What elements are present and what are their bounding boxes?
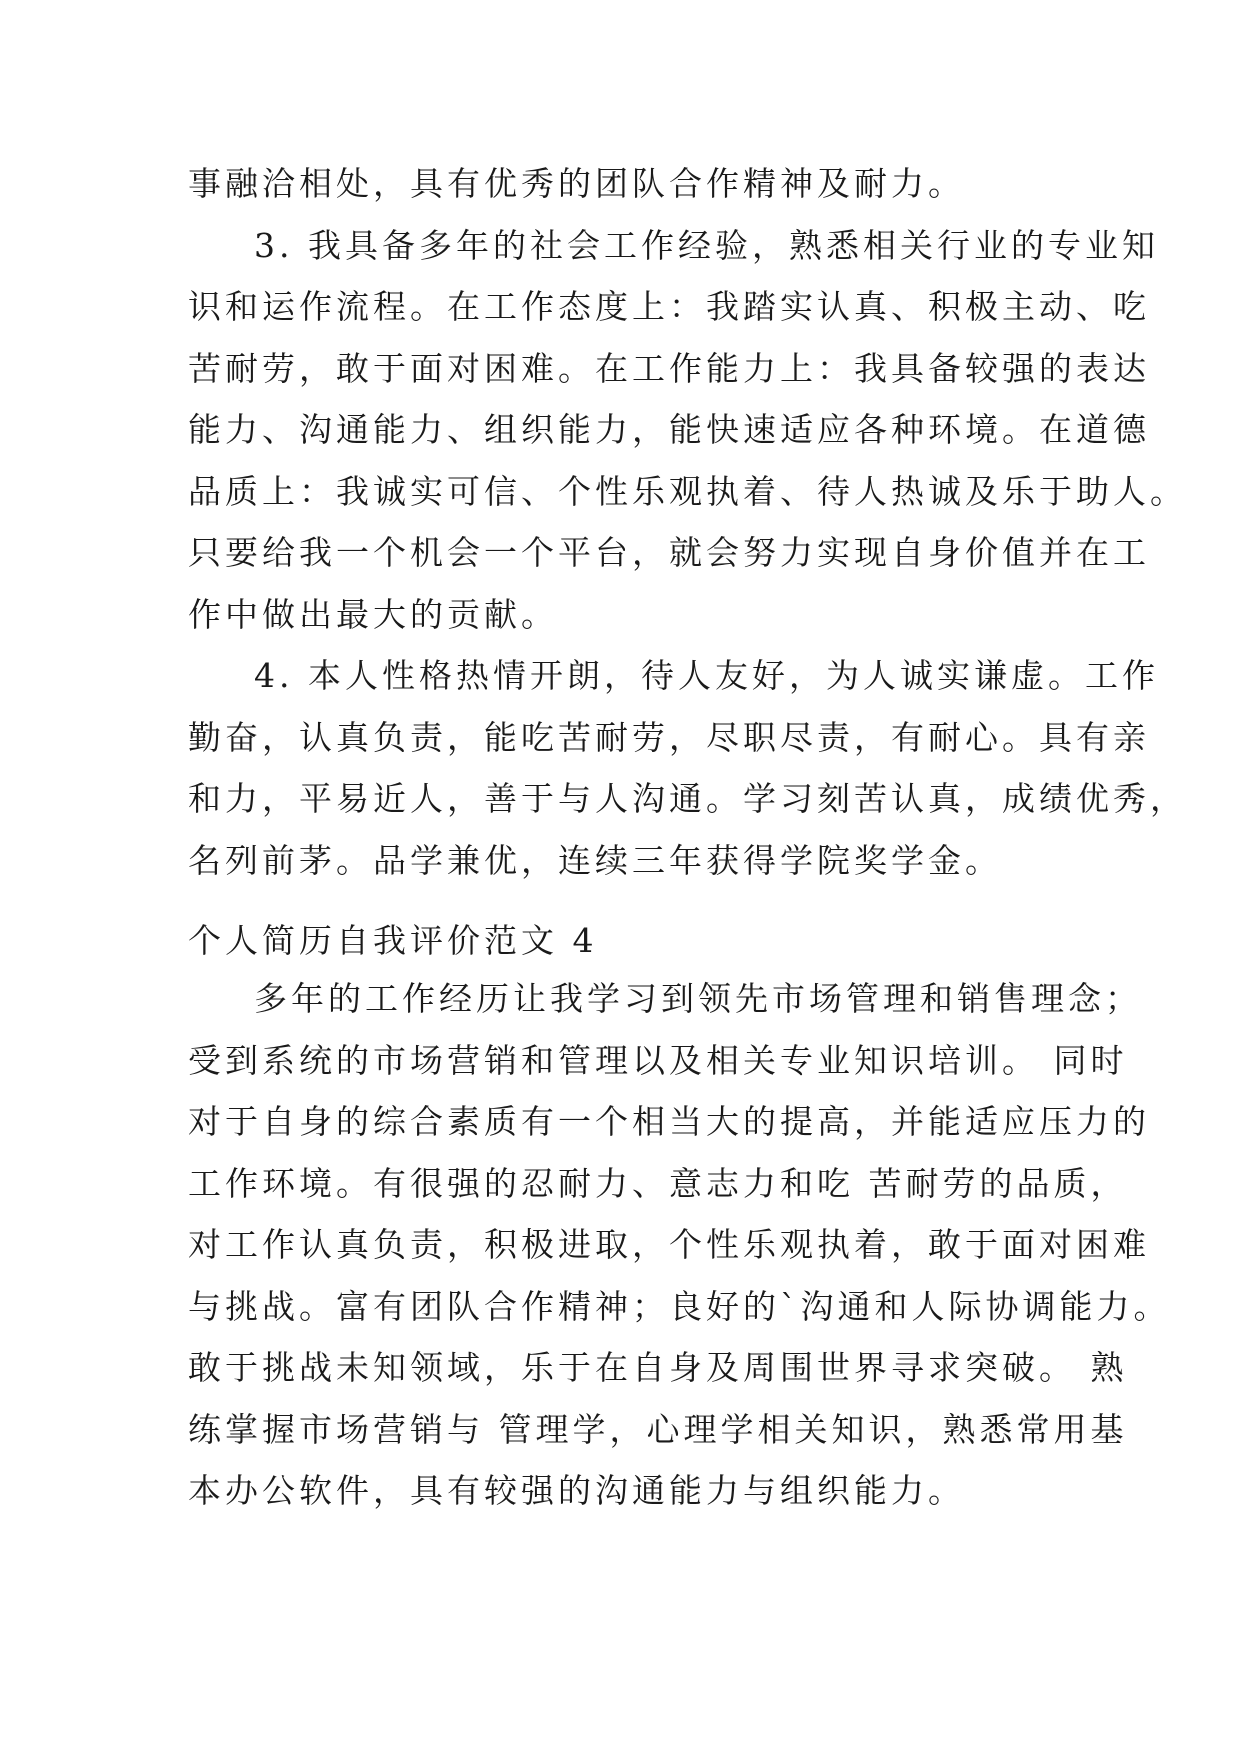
text-line: 工作环境。有很强的忍耐力、意志力和吃 苦耐劳的品质， bbox=[188, 1163, 1128, 1203]
text-line: 和力，平易近人，善于与人沟通。学习刻苦认真，成绩优秀， bbox=[188, 779, 1187, 818]
text-line: 敢于挑战未知领域，乐于在自身及周围世界寻求突破。 熟 bbox=[188, 1348, 1128, 1387]
text-line: 3. 我具备多年的社会工作经验，熟悉相关行业的专业知 bbox=[254, 225, 1159, 265]
text-line: 事融洽相处，具有优秀的团队合作精神及耐力。 bbox=[188, 164, 965, 203]
section-heading: 个人简历自我评价范文 4 bbox=[188, 921, 598, 960]
text-line: 练掌握市场营销与 管理学，心理学相关知识，熟悉常用基 bbox=[188, 1409, 1128, 1449]
text-line: 作中做出最大的贡献。 bbox=[188, 594, 558, 634]
text-line: 勤奋，认真负责，能吃苦耐劳，尽职尽责，有耐心。具有亲 bbox=[188, 717, 1150, 757]
text-line: 苦耐劳，敢于面对困难。在工作能力上：我具备较强的表达 bbox=[188, 348, 1150, 388]
paragraph-block-top bbox=[188, 153, 1187, 891]
text-line: 与挑战。富有团队合作精神；良好的`沟通和人际协调能力。 bbox=[188, 1286, 1171, 1326]
text-line: 4. 本人性格热情开朗，待人友好，为人诚实谦虚。工作 bbox=[254, 656, 1159, 695]
text-line: 受到系统的市场营销和管理以及相关专业知识培训。 同时 bbox=[188, 1040, 1128, 1080]
text-line: 能力、沟通能力、组织能力，能快速适应各种环境。在道德 bbox=[188, 410, 1150, 449]
text-line: 识和运作流程。在工作态度上：我踏实认真、积极主动、吃 bbox=[188, 287, 1150, 326]
paragraph-block-bottom bbox=[188, 968, 1171, 1522]
text-line: 只要给我一个机会一个平台，就会努力实现自身价值并在工 bbox=[188, 533, 1150, 572]
text-line: 名列前茅。品学兼优，连续三年获得学院奖学金。 bbox=[188, 840, 1002, 880]
text-line: 对工作认真负责，积极进取，个性乐观执着，敢于面对困难 bbox=[188, 1225, 1150, 1264]
text-line: 多年的工作经历让我学习到领先市场管理和销售理念； bbox=[254, 979, 1142, 1018]
text-line: 本办公软件，具有较强的沟通能力与组织能力。 bbox=[188, 1471, 965, 1510]
text-line: 对于自身的综合素质有一个相当大的提高，并能适应压力的 bbox=[188, 1102, 1150, 1141]
text-line: 品质上：我诚实可信、个性乐观执着、待人热诚及乐于助人。 bbox=[188, 471, 1187, 511]
